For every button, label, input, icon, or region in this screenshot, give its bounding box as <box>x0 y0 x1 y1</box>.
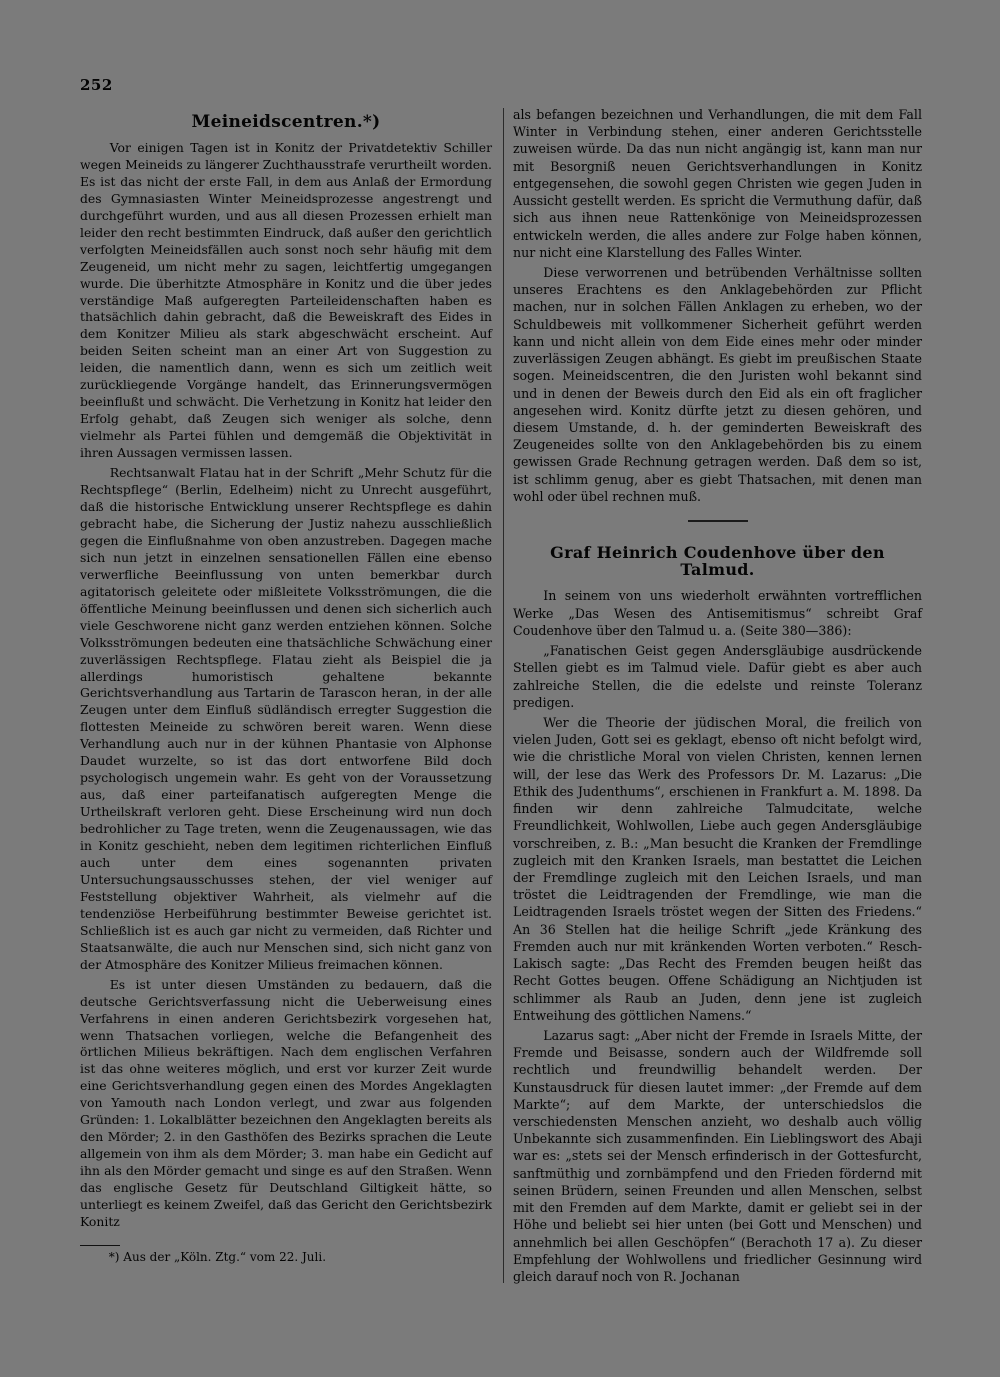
paragraph: als befangen bezeichnen und Verhandlungen, die mit dem Fall Winter in Verbindung stehen, einer anderen Gerichtsstelle zuweisen würde. Da das nun nicht angängig ist, kann man nur mit Besorgniß neuen Gerichtsverhandlungen in Konitz entgegensehen, die sowohl gegen Christen wie gegen Juden in Aussicht gestellt werden. Es spricht die Vermuthung dafür, daß sich aus ihnen neue Rattenkönige von Meineidsprozessen entwickeln werden, die alles andere zur Folge haben können, nur nicht eine Klarstellung des Falles Winter. <box>513 107 922 260</box>
paragraph: Es ist unter diesen Umständen zu bedauern, daß die deutsche Gerichtsverfassung nicht die Ueberweisung eines Verfahrens in einen anderen Gerichtsbezirk vorgesehen hat, wenn Thatsachen vorliegen, welche die Befangenheit des örtlichen Milieus bekräftigen. Nach dem englischen Verfahren ist das ohne weiteres möglich, und erst vor kurzer Zeit wurde eine Gerichtsverhandlung gegen einen des Mordes Angeklagten von Yamouth nach London verlegt, und zwar aus folgenden Gründen: 1. Lokalblätter bezeichnen den Angeklagten bereits als den Mörder; 2. in den Gasthöfen des Bezirks sprachen die Leute allgemein von ihm als dem Mörder; 3. man habe ein Gedicht auf ihn als den Mörder gemacht und singe es auf den Straßen. Wenn das englische Gesetz für Deutschland Giltigkeit hätte, so unterliegt es keinem Zweifel, daß das Gericht den Gerichtsbezirk Konitz <box>80 976 492 1229</box>
footnote: *) Aus der „Köln. Ztg.“ vom 22. Juli. <box>108 1249 327 1264</box>
left-column <box>80 104 492 1265</box>
paragraph: „Fanatischen Geist gegen Andersgläubige ausdrückende Stellen giebt es im Talmud viele. Dafür giebt es aber auch zahlreiche Stellen, die die edelste und reinste Toleranz predigen. <box>513 643 922 710</box>
paragraph: Vor einigen Tagen ist in Konitz der Privatdetektiv Schiller wegen Meineids zu längerer Zuchthausstrafe verurtheilt worden. Es ist das nicht der erste Fall, in dem aus Anlaß der Ermordung des Gymnasiasten Winter Meineidsprozesse angestrengt und durchgeführt wurden, und aus all diesen Prozessen erhielt man leider den recht bestimmten Eindruck, daß außer den gerichtlich verfolgten Meineidsfällen auch sonst noch sehr häufig mit dem Zeugeneid, um nicht mehr zu sagen, leichtfertig umgegangen wurde. Die überhitzte Atmosphäre in Konitz und die über jedes verständige Maß aufgeregten Parteileidenschaften haben es thatsächlich dahin gebracht, daß die Beweiskraft des Eides in dem Konitzer Milieu als stark abgeschwächt erscheint. Auf beiden Seiten scheint man an einer Art von Suggestion zu leiden, die namentlich dann, wenn es sich um zeitlich weit zurückliegende Vorgänge handelt, das Erinnerungsvermögen beeinflußt und schwächt. Die Verhetzung in Konitz hat leider den Erfolg gehabt, daß Zeugen sich weniger als solche, denn vielmehr als Partei fühlen und demgemäß die Objektivität in ihren Aussagen vermissen lassen. <box>80 139 492 461</box>
paragraph: Diese verworrenen und betrübenden Verhältnisse sollten unseres Erachtens es den Anklagebehörden zur Pflicht machen, nur in solchen Fällen Anklagen zu erheben, wo der Schuldbeweis mit vollkommener Sicherheit geführt werden kann und nicht allein von dem Eide eines mehr oder minder zuverlässigen Zeugen abhängt. Es giebt im preußischen Staate sogen. Meineidscentren, die den Juristen wohl bekannt sind und in denen der Beweis durch den Eid als ein oft fraglicher angesehen wird. Konitz dürfte jetzt zu diesen gehören, und diesem Umstande, d. h. der geminderten Beweiskraft des Zeugeneides sollte von den Anklagebehörden bis zu einem gewissen Grade Rechnung getragen werden. Daß dem so ist, ist schlimm genug, aber es giebt Thatsachen, mit denen man wohl oder übel rechnen muß. <box>513 264 922 504</box>
footnote-rule <box>80 1245 120 1246</box>
paragraph: Rechtsanwalt Flatau hat in der Schrift „Mehr Schutz für die Rechtspflege“ (Berlin, Edelheim) nicht zu Unrecht ausgeführt, daß die historische Entwicklung unserer Rechtspflege es dahin gebracht habe, die Sicherung der Justiz nahezu ausschließlich gegen die Einflußnahme von oben anzustreben. Dagegen mache sich nun jetzt in einzelnen sensationellen Fällen eine ebenso verwerfliche Beeinflussung von unten bemerkbar durch agitatorisch geleitete oder mißleitete Volksströmungen, die die öffentliche Meinung beeinflussen und denen sich sicherlich auch viele Geschworene nicht ganz werden entziehen können. Solche Volksströmungen bedeuten eine thatsächliche Schwächung einer zuverlässigen Rechtspflege. Flatau zieht als Beispiel die ja allerdings humoristisch gehaltene bekannte Gerichtsverhandlung aus Tartarin de Tarascon heran, in der alle Zeugen unter dem Einfluß südländisch erregter Suggestion die flottesten Meineide zu schwören bereit waren. Wenn diese Verhandlung auch nur in der kühnen Phantasie von Alphonse Daudet wurzelte, so ist das dort entworfene Bild doch psychologisch ungemein wahr. Es geht von der Voraussetzung aus, daß einer parteifanatisch aufgeregten Menge die Urtheilskraft verloren geht. Diese Erscheinung wird nun doch bedrohlicher zu Tage treten, wenn die Zeugenaussagen, wie das in Konitz geschieht, neben dem legitimen richterlichen Einfluß auch unter dem eines sogenannten privaten Untersuchungsausschusses stehen, der viel weniger auf Feststellung objektiver Wahrheit, als vielmehr auf die tendenziöse Herbeiführung bestimmter Beweise gerichtet ist. Schließlich ist es auch gar nicht zu vermeiden, daß Richter und Staatsanwälte, die auch nur Menschen sind, sich nicht ganz von der Atmosphäre des Konitzer Milieus freimachen können. <box>80 465 492 972</box>
article-heading-coudenhove: Graf Heinrich Coudenhove über den Talmud. <box>550 543 885 580</box>
paragraph: Lazarus sagt: „Aber nicht der Fremde in Israels Mitte, der Fremde und Beisasse, sondern auch der Wildfremde soll rechtlich und freundwillig behandelt werden. Der Kunstausdruck für diesen lautet immer: „der Fremde auf dem Markte“; auf dem Markte, der unterschiedslos die verschiedensten Menschen anzieht, wo deshalb auch völlig Unbekannte sich zusammenfinden. Ein Lieblingswort des Abaji war es: „stets sei der Mensch erfinderisch in der Gottesfurcht, sanftmüthig und zornbämpfend und den Frieden fördernd mit seinen Brüdern, seinen Freunden und allen Menschen, selbst mit den Fremden auf dem Markte, damit er geliebt sei in der Höhe und beliebt sei hier unten (bei Gott und Menschen) und annehmlich bei allen Geschöpfen“ (Berachoth 17 a). Zu dieser Empfehlung der Wohlwollens und friedlicher Gesinnung wird gleich darauf noch von R. Jochanan <box>513 1027 922 1284</box>
right-column <box>513 106 922 1288</box>
article-heading-meineidscentren: Meineidscentren.*) <box>191 112 381 132</box>
section-separator <box>688 520 748 522</box>
paragraph: Wer die Theorie der jüdischen Moral, die freilich von vielen Juden, Gott sei es geklagt, ebenso oft nicht befolgt wird, wie die christliche Moral von vielen Christen, kennen lernen will, der lese das Werk des Professors Dr. M. Lazarus: „Die Ethik des Judenthums“, erschienen in Frankfurt a. M. 1898. Da finden wir denn zahlreiche Talmudcitate, welche Freundlichkeit, Wohlwollen, Liebe auch gegen Andersgläubige vorschreiben, z. B.: „Man besucht die Kranken der Fremdlinge zugleich mit den Kranken Israels, man bestattet die Leichen der Fremdlinge zugleich mit den Leichen Israels, und man tröstet die Leidtragenden der Fremdlinge, wie man die Leidtragenden Israels tröstet wegen der Sitten des Friedens.“ An 36 Stellen hat die heilige Schrift „jede Kränkung des Fremden auch nur mit kränkenden Worten verboten.“ Resch-Lakisch sagte: „Das Recht des Fremden beugen heißt das Recht Gottes beugen. Offene Schädigung an Nichtjuden ist schlimmer als Raub an Juden, denn jene ist zugleich Entweihung des göttlichen Namens.“ <box>513 715 922 1023</box>
paragraph: In seinem von uns wiederholt erwähnten vortrefflichen Werke „Das Wesen des Antisemitismus“ schreibt Graf Coudenhove über den Talmud u. a. (Seite 380—386): <box>513 588 922 638</box>
column-divider <box>503 108 504 1283</box>
page-number: 252 <box>80 76 113 94</box>
